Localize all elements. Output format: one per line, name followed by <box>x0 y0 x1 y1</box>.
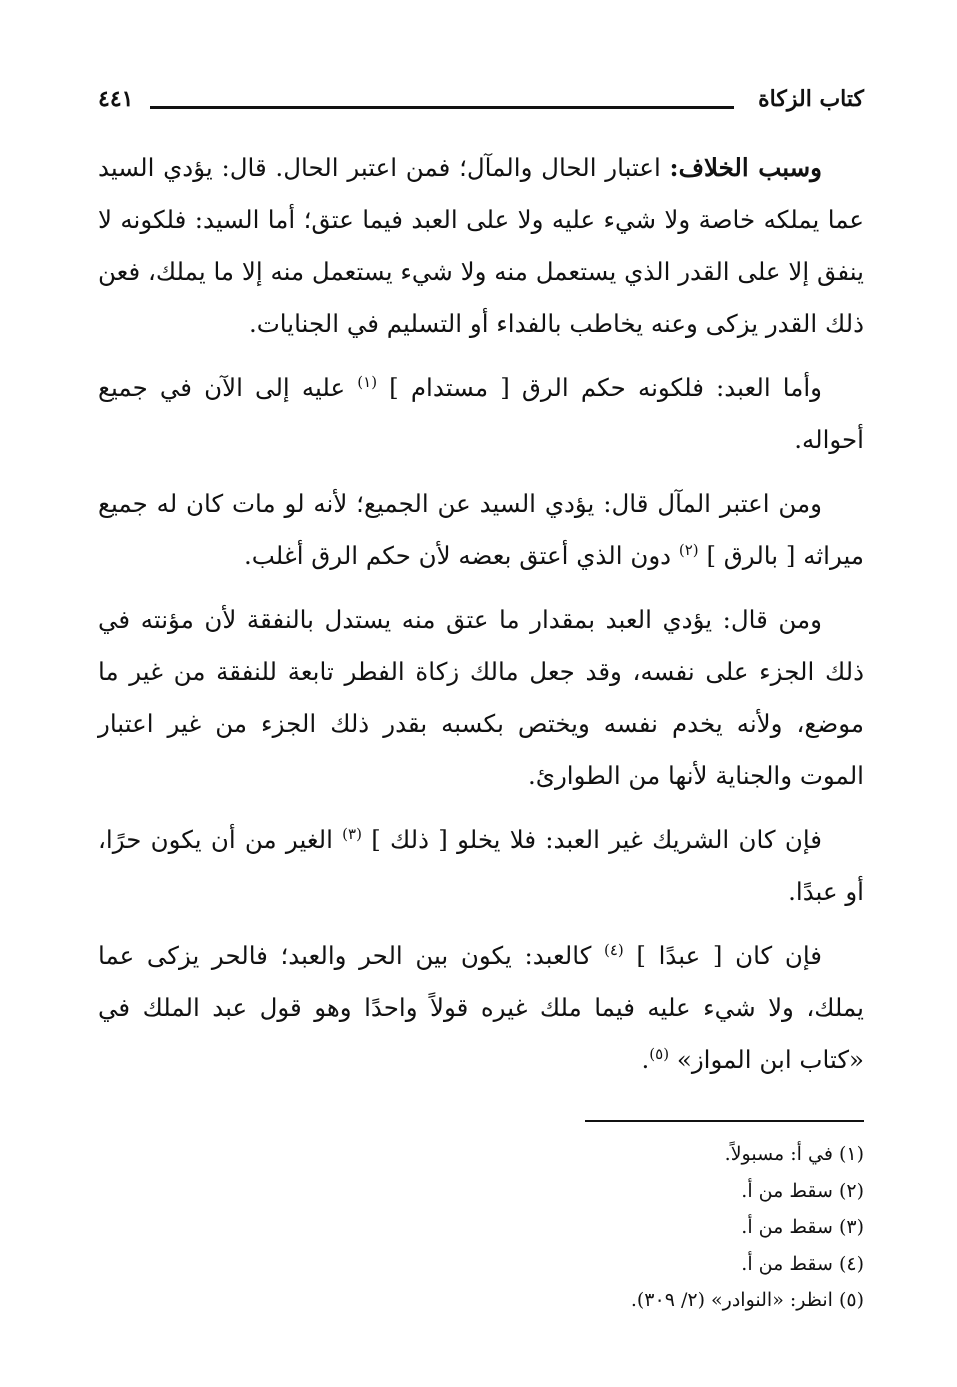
paragraph-partner <box>98 814 864 918</box>
page-number: ٤٤١ <box>98 86 134 112</box>
paragraph-text: دون الذي أعتق بعضه لأن حكم الرق أغلب. <box>243 541 679 570</box>
footnote-separator <box>585 1120 864 1122</box>
paragraph-cause-of-disagreement <box>98 142 864 350</box>
footnote-ref: (٢) <box>678 541 699 559</box>
footnote-ref: (٣) <box>342 825 362 843</box>
footnote-item: (٥) انظر: «النوادر» (٢/ ٣٠٩). <box>630 1289 864 1311</box>
paragraph-text: وأما العبد: فلكونه حكم الرق [ مستدام ] <box>377 373 822 402</box>
paragraph-partner-slave <box>98 930 864 1086</box>
running-header <box>98 84 864 124</box>
paragraph-text: ومن قال: يؤدي العبد بمقدار ما عتق منه يستدل بالنفقة لأن مؤنته في ذلك الجزء على نفسه، وقد جعل مالك زكاة الفطر تابعة للنفقة من غير ما موضع، ولأنه يخدم نفسه ويختص بكسبه بقدر ذلك الجزء من غير اعتبار الموت والجناية لأنها من الطوارئ. <box>98 605 865 790</box>
paragraph-text: فإن كان [ عبدًا ] <box>623 941 822 970</box>
paragraph-text: فإن كان الشريك غير العبد: فلا يخلو [ ذلك ] <box>361 825 822 854</box>
book-title: كتاب الزكاة <box>758 86 864 112</box>
paragraph-text: الغير من أن يكون حرًا، أو عبدًا. <box>98 825 864 906</box>
footnote-ref: (١) <box>357 373 378 391</box>
footnote-item: (٢) سقط من أ. <box>741 1179 864 1202</box>
paragraph-outcome-view <box>98 478 864 582</box>
lead-term: وسبب الخلاف: <box>669 153 822 182</box>
footnote-item: (٤) سقط من أ. <box>741 1252 864 1275</box>
paragraph-slave <box>98 362 864 466</box>
footnote-item: (٣) سقط من أ. <box>741 1216 864 1238</box>
paragraph-text: . <box>641 1045 650 1074</box>
paragraph-text: اعتبار الحال والمآل؛ فمن اعتبر الحال. قال: يؤدي السيد عما يملكه خاصة ولا شيء عليه ولا على العبد فيما عتق؛ أما السيد: فلكونه لا ينفق إلا على القدر الذي يستعمل منه ولا شيء يستعمل منه إلا ما يملك، فعن ذلك القدر يزكى وعنه يخاطب بالفداء أو التسليم في الجنايات. <box>98 153 864 338</box>
paragraph-proportion-view <box>98 594 864 802</box>
paragraph-text: كالعبد: يكون بين الحر والعبد؛ فالحر يزكى عما يملك، ولا شيء عليه فيما ملك غيره قولاً واحدًا وهو قول عبد الملك في «كتاب ابن المواز» <box>98 941 864 1074</box>
header-rule <box>150 106 734 109</box>
footnote-ref: (٥) <box>649 1045 670 1063</box>
footnotes <box>98 1136 864 1319</box>
paragraph-text: عليه إلى الآن في جميع أحواله. <box>98 373 864 454</box>
footnote-ref: (٤) <box>604 941 624 959</box>
footnote-item: (١) في أ: مسبولاً. <box>724 1143 864 1165</box>
main-text <box>98 142 864 1098</box>
paragraph-text: ومن اعتبر المآل قال: يؤدي السيد عن الجميع؛ لأنه لو مات كان له جميع ميراثه [ بالرق ] <box>98 489 864 570</box>
